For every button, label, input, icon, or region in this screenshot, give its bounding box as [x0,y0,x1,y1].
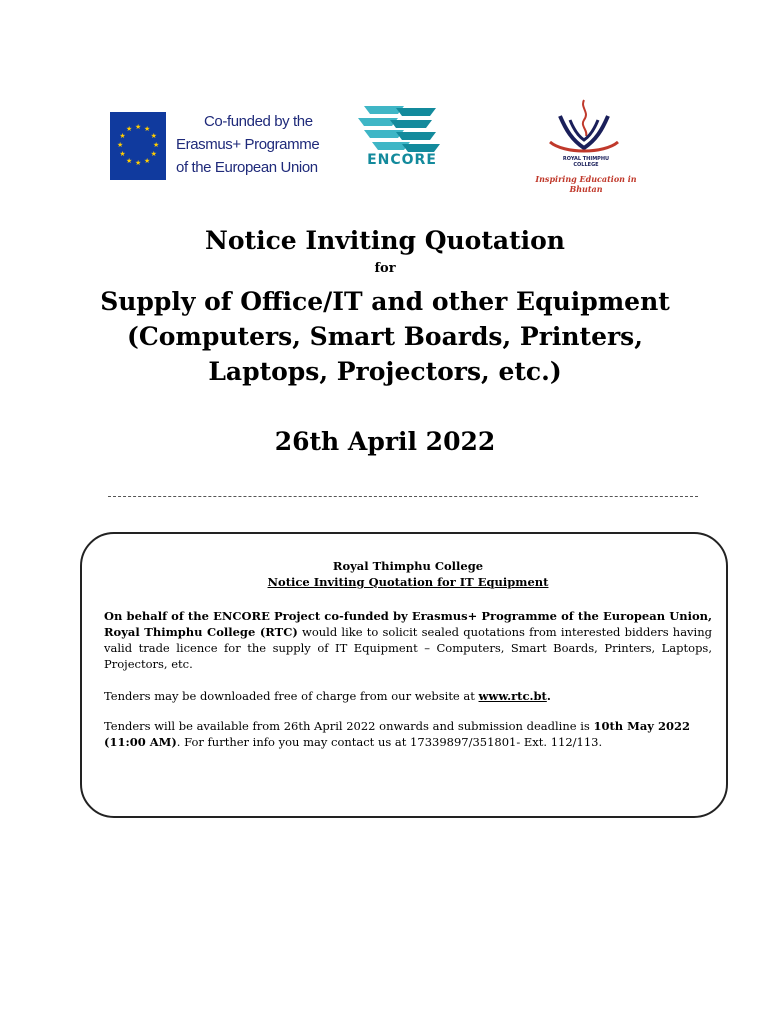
eu-star-icon: ★ [144,125,151,134]
eu-star-icon: ★ [135,159,142,167]
notice-organization: Royal Thimphu College [332,559,484,573]
separator-line [108,496,698,497]
encore-wordmark: ENCORE [367,152,437,168]
notice-p2-end: . [546,689,551,703]
notice-deadline: 10th May 2022 (11:00 AM) [104,719,690,749]
rtc-logo-name [550,156,622,168]
rtc-emblem-icon [520,96,650,158]
rtc-logo [520,96,650,194]
notice-p3-text: Tenders will be available from 26th April 2022 onwards and submission deadline is [104,719,594,733]
subject-line-2: (Computers, Smart Boards, Printers, [127,322,643,351]
title-block [0,222,770,459]
document-title: Notice Inviting Quotation [205,226,565,255]
eu-star-icon: ★ [126,125,133,134]
eu-star-icon: ★ [144,156,151,165]
rtc-name-line-1: ROYAL THIMPHU [562,156,610,162]
notice-subtitle: Notice Inviting Quotation for IT Equipment [267,575,549,589]
eu-star-icon: ★ [150,150,157,158]
encore-logo [338,102,466,172]
eu-star-icon: ★ [150,132,157,140]
eu-star-icon: ★ [117,141,124,149]
eu-star-icon: ★ [153,141,160,149]
subject-line-3: Laptops, Projectors, etc.) [208,357,562,386]
erasmus-line-3: of the European Union [176,159,318,176]
notice-p1-text: would like to solicit sealed quotations from interested bidders having valid trade licence for the supply of IT Equipment – Computers, Smart Boards, Printers, Laptops, Projectors, etc. [104,625,712,671]
eu-star-icon: ★ [126,156,133,165]
subject-line-1: Supply of Office/IT and other Equipment [100,287,670,316]
eu-star-icon: ★ [119,150,126,158]
notice-p1-bold-lead: On behalf of the ENCORE Project co-funded by Erasmus+ Programme of the European Union, [104,609,712,623]
erasmus-logo-text [176,110,320,179]
notice-paragraph-1 [104,608,712,672]
website-link[interactable]: www.rtc.bt [478,689,547,703]
erasmus-line-2: Erasmus+ Programme [176,136,320,153]
title-for: for [374,261,396,276]
eu-star-icon: ★ [119,132,126,140]
encore-mark-icon [338,102,466,154]
notice-p2-text: Tenders may be downloaded free of charge from our website at [104,689,479,703]
rtc-tagline: Inspiring Education in Bhutan [535,174,637,194]
eu-flag-icon [110,112,166,180]
notice-paragraph-3 [104,718,712,750]
notice-p3-end: . For further info you may contact us at 17339897/351801- Ext. 112/113. [176,735,603,749]
subject-heading [0,284,770,389]
notice-paragraph-2 [104,688,712,704]
notice-date: 26th April 2022 [274,427,496,456]
erasmus-logo [110,110,320,182]
rtc-name-line-2: COLLEGE [573,162,599,168]
notice-box [80,532,728,818]
notice-p1-bold-rtc: Royal Thimphu College (RTC) [104,625,298,639]
eu-star-icon: ★ [135,123,142,131]
erasmus-line-1: Co-funded by the [204,113,313,130]
